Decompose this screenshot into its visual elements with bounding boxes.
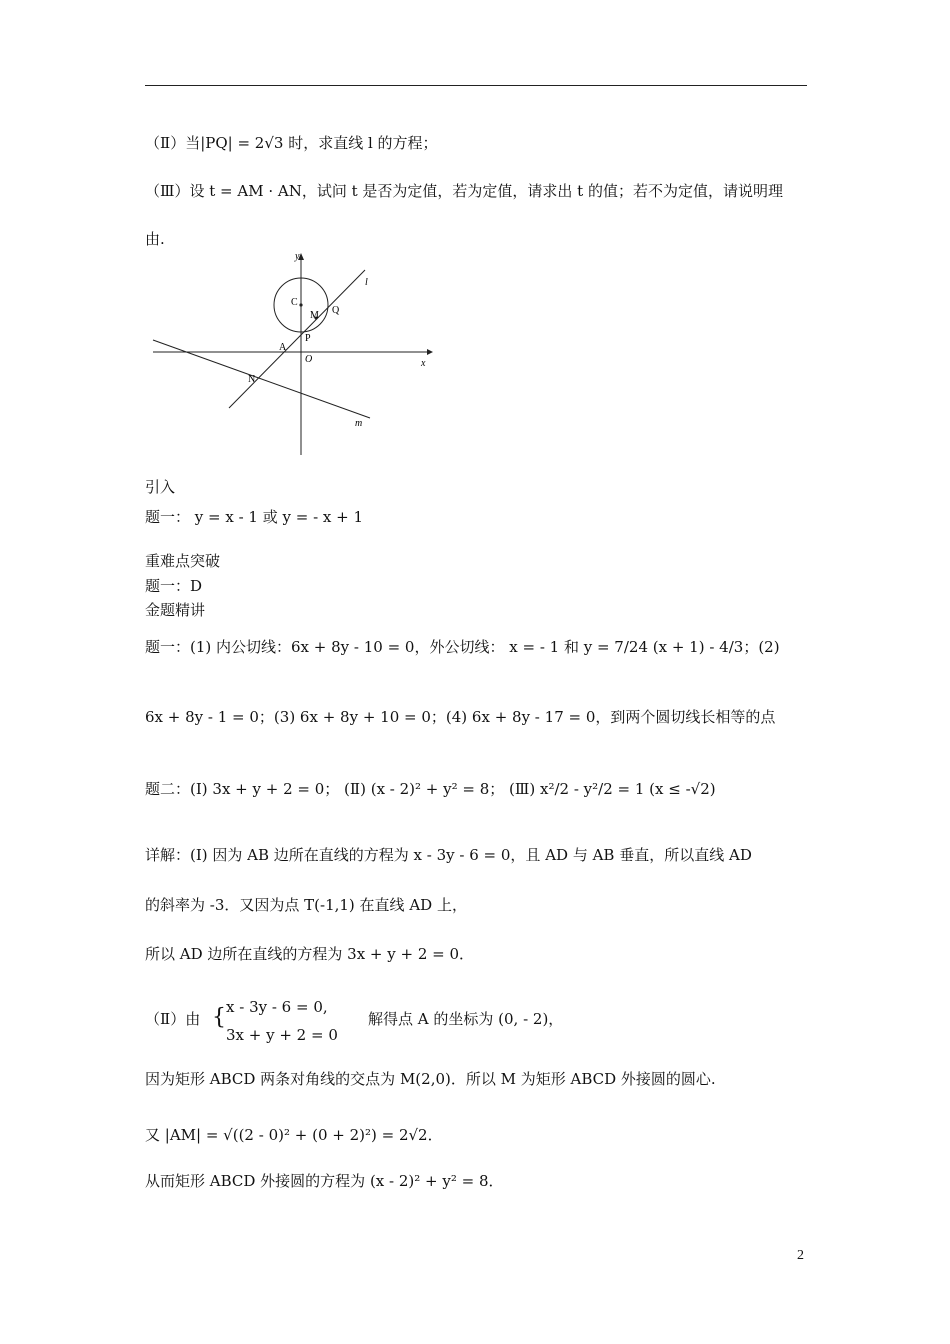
text-line-14: 所以 AD 边所在直线的方程为 3x + y + 2 = 0．	[145, 945, 475, 963]
text-line-8: 金题精讲	[145, 601, 206, 619]
label-q: Q	[332, 305, 340, 316]
text-line-15-tail: 解得点 A 的坐标为 (0, - 2)，	[368, 1010, 564, 1028]
text-line-4: 引入	[145, 478, 176, 496]
label-o: O	[305, 354, 313, 365]
text-line-9: 题一：(1) 内公切线：6x + 8y - 10 = 0，外公切线： x = - 1 和 y = 7/24 (x + 1) - 4/3；(2)	[145, 638, 780, 656]
page-number: 2	[797, 1248, 804, 1263]
header-rule	[145, 85, 807, 86]
system-eq-2: 3x + y + 2 = 0	[226, 1026, 338, 1044]
label-n: N	[248, 374, 256, 385]
label-m: m	[355, 418, 363, 429]
text-line-3: 由.	[145, 230, 165, 248]
line-l	[229, 270, 365, 408]
text-line-11: 题二：(Ⅰ) 3x + y + 2 = 0； (Ⅱ) (x - 2)² + y² = 8； (Ⅲ) x²/2 - y²/2 = 1 (x ≤ -√2)	[145, 780, 716, 798]
x-axis-arrow	[427, 349, 433, 355]
geometry-figure	[145, 248, 445, 463]
text-line-7: 题一：D	[145, 577, 203, 595]
text-line-13: 的斜率为 -3．又因为点 T(-1,1) 在直线 AD 上，	[145, 896, 467, 914]
center-point	[299, 303, 302, 306]
system-eq-1: x - 3y - 6 = 0,	[226, 998, 328, 1016]
text-line-6: 重难点突破	[145, 552, 221, 570]
text-line-10: 6x + 8y - 1 = 0；(3) 6x + 8y + 10 = 0；(4) 6x + 8y - 17 = 0，到两个圆切线长相等的点	[145, 708, 776, 726]
brace-icon: {	[212, 1005, 226, 1030]
text-line-18: 从而矩形 ABCD 外接圆的方程为 (x - 2)² + y² = 8．	[145, 1172, 504, 1190]
label-y: y	[295, 251, 300, 262]
text-line-2: （Ⅲ）设 t = AM · AN，试问 t 是否为定值，若为定值，请求出 t 的值；若不为定值，请说明理	[145, 182, 783, 200]
text-line-15-lead: （Ⅱ）由	[145, 1010, 201, 1028]
label-m-point: M	[310, 310, 319, 321]
text-line-12: 详解：(Ⅰ) 因为 AB 边所在直线的方程为 x - 3y - 6 = 0，且 AD 与 AB 垂直，所以直线 AD	[145, 846, 752, 864]
text-line-16: 因为矩形 ABCD 两条对角线的交点为 M(2,0)．所以 M 为矩形 ABCD 外接圆的圆心.	[145, 1070, 716, 1088]
text-line-5: 题一： y = x - 1 或 y = - x + 1	[145, 508, 364, 526]
label-c: C	[291, 297, 298, 308]
label-x: x	[421, 358, 426, 369]
text-line-17: 又 |AM| = √((2 - 0)² + (0 + 2)²) = 2√2．	[145, 1126, 443, 1144]
label-l: l	[365, 277, 368, 288]
label-a: A	[279, 342, 287, 353]
label-p: P	[305, 333, 311, 344]
text-line-1: （Ⅱ）当|PQ| = 2√3 时，求直线 l 的方程；	[145, 134, 438, 152]
